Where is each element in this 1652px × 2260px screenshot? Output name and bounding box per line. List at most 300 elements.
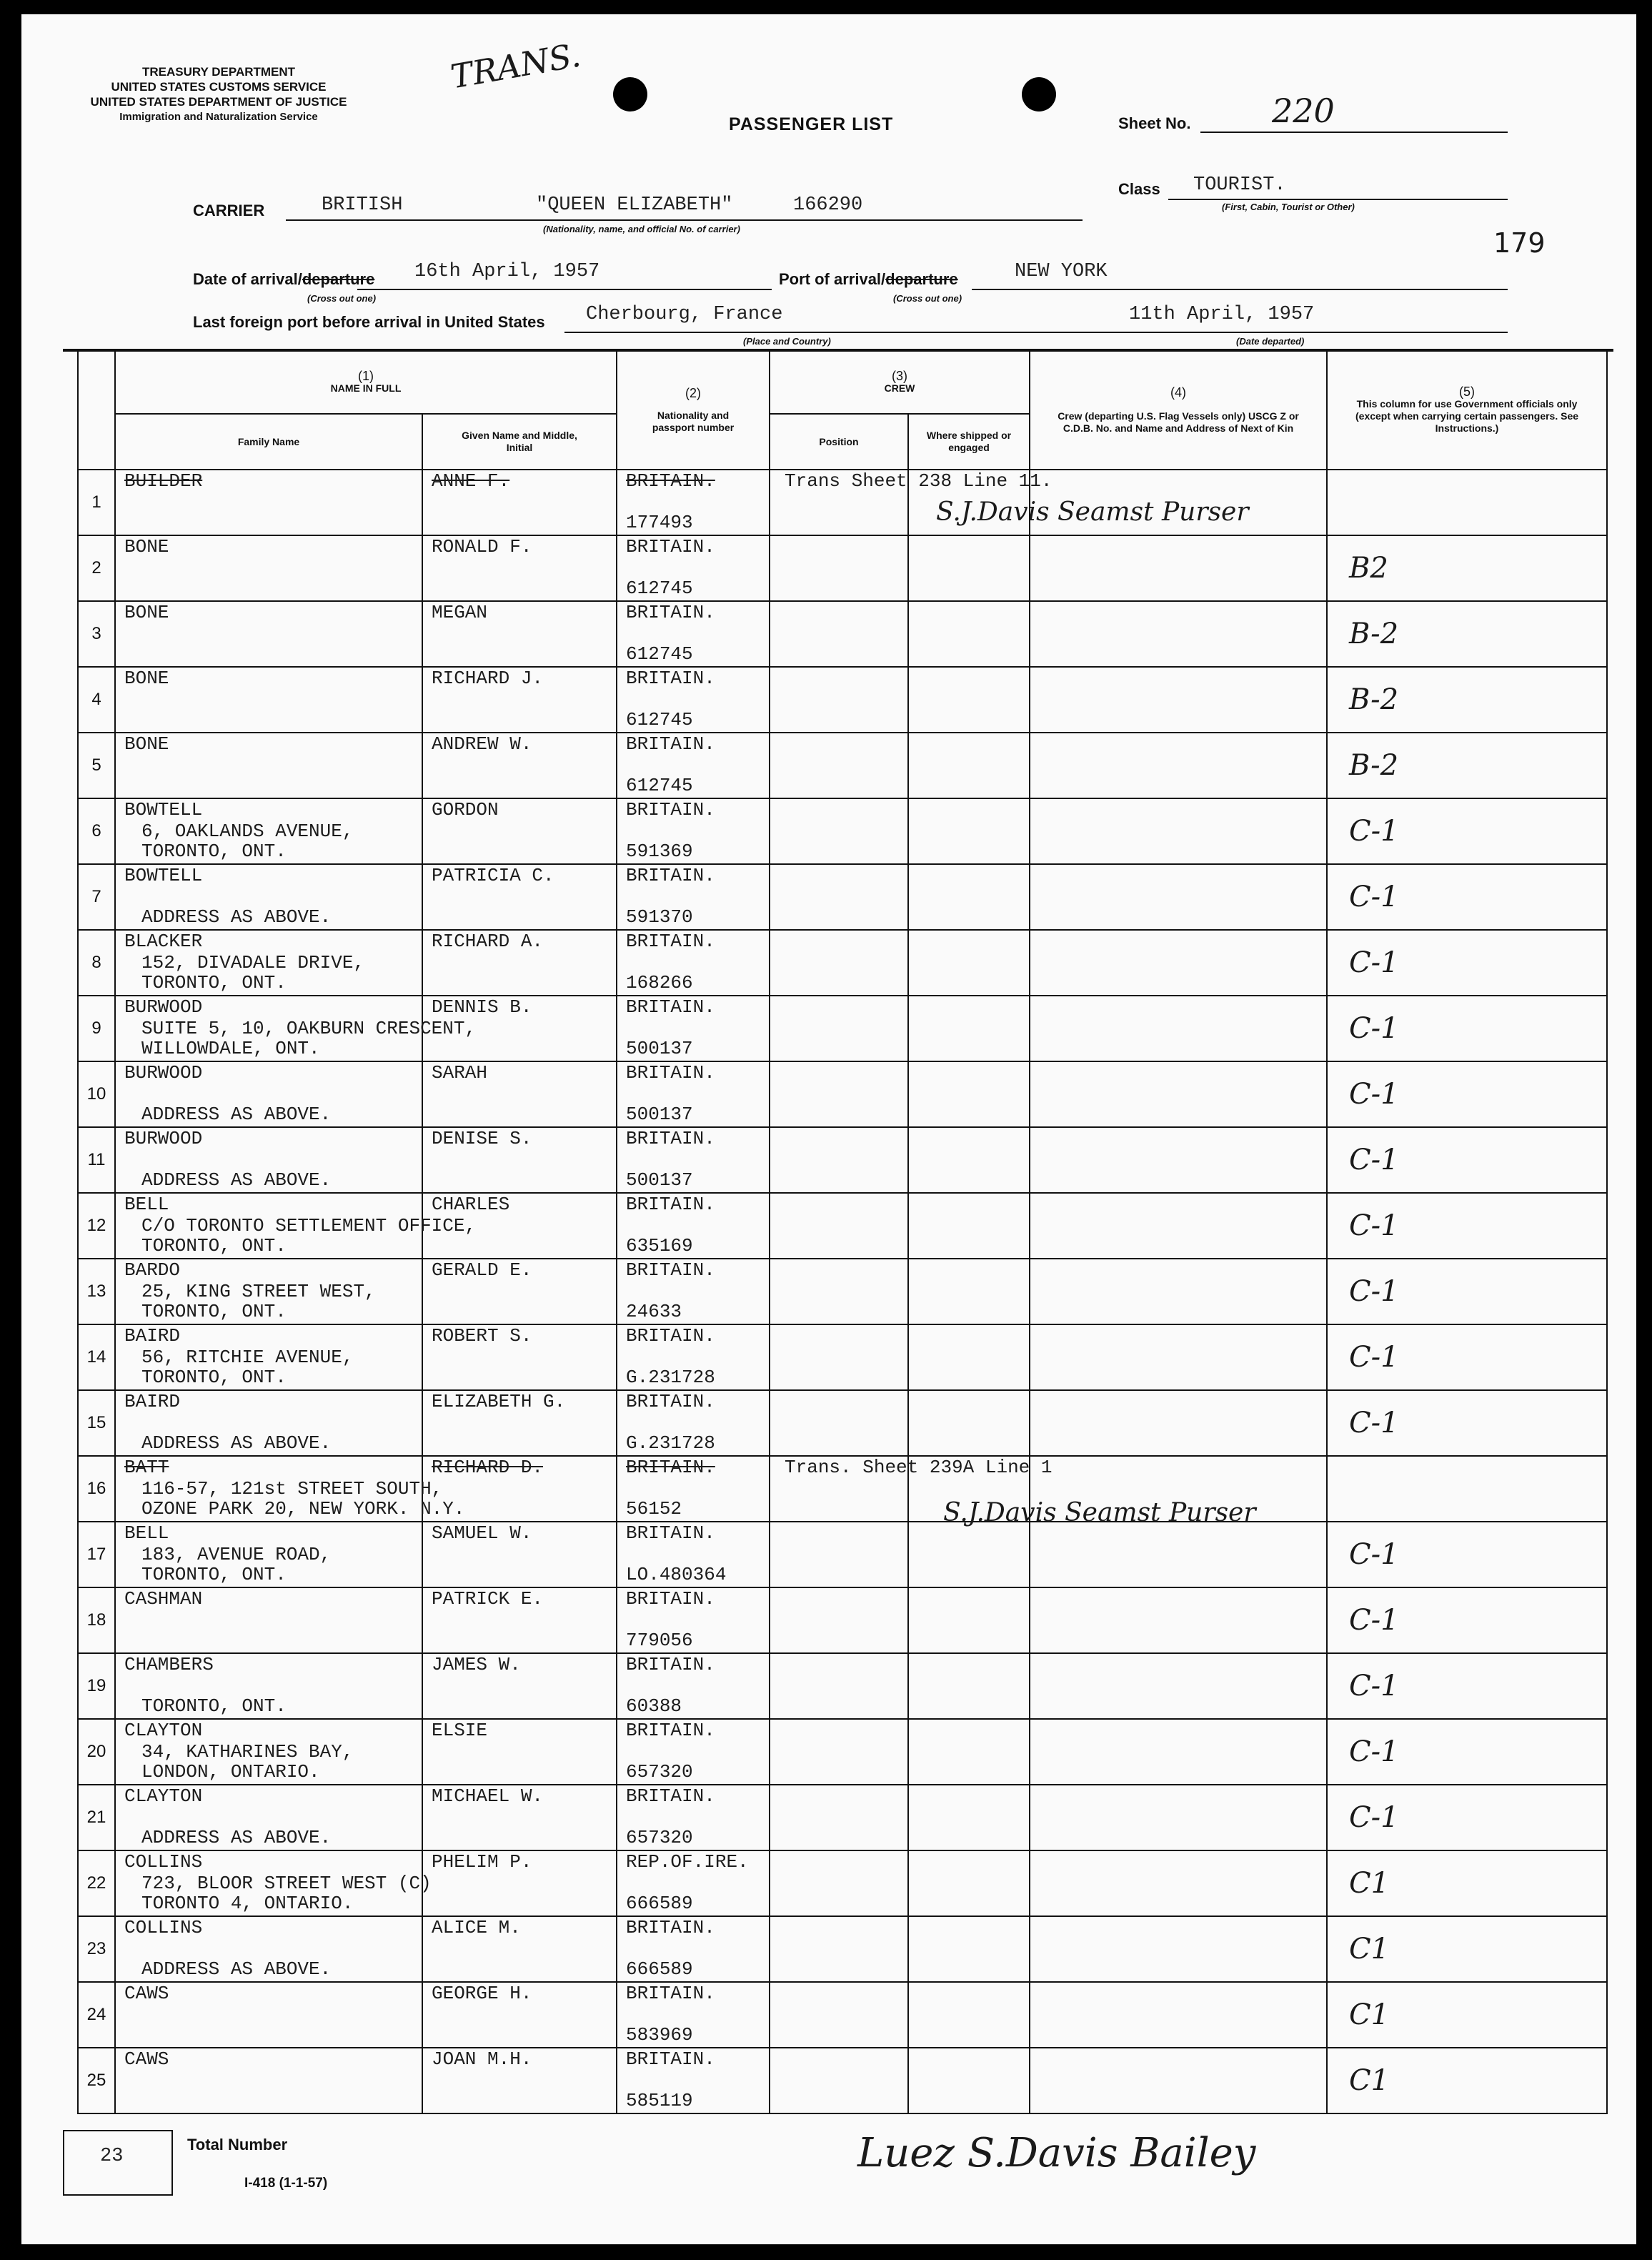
family-name: BONE — [124, 733, 169, 755]
nationality-cell — [617, 667, 770, 733]
row-number: 23 — [78, 1916, 115, 1982]
nationality: BRITAIN. — [626, 931, 715, 952]
shipped-cell — [908, 2048, 1030, 2113]
shipped-cell — [908, 733, 1030, 798]
given-name-cell — [422, 733, 617, 798]
given-name: SARAH — [432, 1062, 488, 1084]
position-cell — [770, 1982, 908, 2048]
government-cell — [1327, 1127, 1607, 1193]
given-name: RICHARD D. — [432, 1457, 544, 1478]
family-name-cell — [115, 1324, 422, 1390]
official-mark: C-1 — [1349, 1078, 1399, 1111]
family-name-cell — [115, 470, 422, 535]
passenger-list-page — [21, 14, 1636, 2244]
government-cell — [1327, 667, 1607, 733]
government-cell — [1327, 1324, 1607, 1390]
nationality-cell — [617, 1522, 770, 1587]
shipped-cell — [908, 1587, 1030, 1653]
official-mark: B-2 — [1349, 618, 1399, 650]
family-name-cell — [115, 930, 422, 996]
nationality: BRITAIN. — [626, 799, 715, 821]
nationality-cell — [617, 601, 770, 667]
government-cell — [1327, 535, 1607, 601]
nationality: BRITAIN. — [626, 733, 715, 755]
table-row — [78, 601, 1607, 667]
arrival-label — [193, 270, 374, 289]
port-struck: departure — [885, 270, 958, 288]
nationality: BRITAIN. — [626, 996, 715, 1018]
government-cell — [1327, 733, 1607, 798]
given-name-cell — [422, 535, 617, 601]
row-number: 6 — [78, 798, 115, 864]
total-number-value: 23 — [100, 2146, 124, 2167]
carrier-nationality: BRITISH — [322, 194, 403, 216]
nationality-cell — [617, 1061, 770, 1127]
row-number: 9 — [78, 996, 115, 1061]
header-col5-num: (5) — [1459, 385, 1476, 399]
nationality: BRITAIN. — [626, 602, 715, 623]
nationality: BRITAIN. — [626, 1194, 715, 1215]
position-cell — [770, 1916, 908, 1982]
sheet-number: 220 — [1272, 91, 1335, 130]
passport-number: 168266 — [626, 972, 693, 993]
given-name: PATRICIA C. — [432, 865, 554, 886]
given-name-cell — [422, 996, 617, 1061]
position-cell — [770, 1785, 908, 1850]
address-line-2: WILLOWDALE, ONT. — [141, 1038, 320, 1059]
header-given-name: Given Name and Middle, Initial — [422, 414, 617, 470]
nationality-cell — [617, 733, 770, 798]
government-cell — [1327, 1061, 1607, 1127]
row-number: 8 — [78, 930, 115, 996]
nationality-cell — [617, 2048, 770, 2113]
government-cell — [1327, 1653, 1607, 1719]
port-label-text: Port of arrival/ — [779, 270, 886, 288]
header-col2-num: (2) — [685, 385, 702, 400]
given-name-cell — [422, 864, 617, 930]
row16-signature: S.J.Davis Seamst Purser — [943, 1498, 1256, 1527]
row-number: 11 — [78, 1127, 115, 1193]
carrier-underline — [286, 219, 1083, 221]
shipped-cell — [908, 864, 1030, 930]
address-line-1: 116-57, 121st STREET SOUTH, — [141, 1478, 443, 1500]
port-label — [779, 270, 958, 289]
header-col3-num: (3) — [892, 369, 908, 383]
address-line-2: ADDRESS AS ABOVE. — [141, 906, 332, 928]
family-name-cell — [115, 535, 422, 601]
row-number: 20 — [78, 1719, 115, 1785]
shipped-cell — [908, 1522, 1030, 1587]
shipped-cell — [908, 1259, 1030, 1324]
shipped-cell — [908, 1719, 1030, 1785]
next-of-kin-cell — [1030, 1653, 1327, 1719]
nationality-cell — [617, 930, 770, 996]
arrival-underline — [357, 289, 772, 290]
given-name-cell — [422, 1127, 617, 1193]
trans-stamp: TRANS. — [447, 35, 584, 96]
given-name-cell — [422, 1916, 617, 1982]
table-row — [78, 535, 1607, 601]
address-line-2: ADDRESS AS ABOVE. — [141, 1958, 332, 1980]
passport-number: LO.480364 — [626, 1564, 727, 1585]
row1-signature: S.J.Davis Seamst Purser — [936, 497, 1249, 527]
address-line-2: TORONTO, ONT. — [141, 1695, 287, 1717]
position-cell — [770, 1522, 908, 1587]
arrival-label-text: Date of arrival/ — [193, 270, 302, 288]
class-value: TOURIST. — [1193, 174, 1286, 196]
family-name: CLAYTON — [124, 1785, 203, 1807]
family-name-cell — [115, 1653, 422, 1719]
table-row — [78, 798, 1607, 864]
given-name: ELSIE — [432, 1720, 488, 1741]
next-of-kin-cell — [1030, 1324, 1327, 1390]
given-name: GORDON — [432, 799, 499, 821]
next-of-kin-cell — [1030, 1719, 1327, 1785]
address-line-1: 6, OAKLANDS AVENUE, — [141, 821, 354, 842]
position-cell — [770, 2048, 908, 2113]
agency-line: UNITED STATES CUSTOMS SERVICE — [111, 80, 327, 94]
government-cell — [1327, 470, 1607, 535]
header-col5-title: This column for use Government officials only (except when carrying certain passengers. See Instructions.) — [1355, 398, 1579, 434]
family-name: COLLINS — [124, 1851, 203, 1873]
nationality-cell — [617, 798, 770, 864]
row-number: 5 — [78, 733, 115, 798]
government-cell — [1327, 798, 1607, 864]
address-line-2: LONDON, ONTARIO. — [141, 1761, 320, 1783]
nationality: BRITAIN. — [626, 1457, 715, 1478]
punch-hole — [1022, 77, 1056, 111]
row-number: 22 — [78, 1850, 115, 1916]
address-line-2: TORONTO, ONT. — [141, 972, 287, 993]
government-cell — [1327, 930, 1607, 996]
shipped-cell — [908, 601, 1030, 667]
shipped-cell — [908, 930, 1030, 996]
address-line-2: ADDRESS AS ABOVE. — [141, 1432, 332, 1454]
next-of-kin-cell — [1030, 1850, 1327, 1916]
row-number: 3 — [78, 601, 115, 667]
nationality-cell — [617, 1916, 770, 1982]
row-number: 2 — [78, 535, 115, 601]
row-number: 13 — [78, 1259, 115, 1324]
position-cell — [770, 1061, 908, 1127]
given-name: ANDREW W. — [432, 733, 532, 755]
agency-line: UNITED STATES DEPARTMENT OF JUSTICE — [90, 95, 347, 109]
family-name: BURWOOD — [124, 1128, 203, 1149]
nationality-cell — [617, 1193, 770, 1259]
passport-number: 591369 — [626, 841, 693, 862]
table-row — [78, 733, 1607, 798]
passport-number: 24633 — [626, 1301, 682, 1322]
passport-number: 612745 — [626, 643, 693, 665]
next-of-kin-cell — [1030, 798, 1327, 864]
form-title: PASSENGER LIST — [729, 114, 894, 134]
last-port-value: Cherbourg, France — [586, 304, 783, 325]
last-port-label: Last foreign port before arrival in United States — [193, 313, 545, 331]
family-name: BELL — [124, 1194, 169, 1215]
header-family-name: Family Name — [115, 414, 422, 470]
last-port-underline — [564, 332, 1508, 333]
given-name: RONALD F. — [432, 536, 532, 557]
given-name-cell — [422, 1982, 617, 2048]
given-name-cell — [422, 470, 617, 535]
government-cell — [1327, 1587, 1607, 1653]
family-name-cell — [115, 798, 422, 864]
given-name-cell — [422, 1587, 617, 1653]
nationality-cell — [617, 1324, 770, 1390]
table-row — [78, 1259, 1607, 1324]
given-name: RICHARD A. — [432, 931, 544, 952]
address-line-1: C/O TORONTO SETTLEMENT OFFICE, — [141, 1215, 477, 1236]
row-number: 10 — [78, 1061, 115, 1127]
nationality: BRITAIN. — [626, 1720, 715, 1741]
shipped-cell — [908, 667, 1030, 733]
passport-number: 500137 — [626, 1104, 693, 1125]
family-name-cell — [115, 1850, 432, 1916]
official-mark: C-1 — [1349, 1209, 1399, 1242]
government-cell — [1327, 1522, 1607, 1587]
given-name-cell — [422, 930, 617, 996]
given-name: JAMES W. — [432, 1654, 521, 1675]
government-cell — [1327, 601, 1607, 667]
shipped-cell — [908, 1982, 1030, 2048]
table-row — [78, 996, 1607, 1061]
arrival-note: (Cross out one) — [307, 293, 377, 304]
nationality-cell — [617, 1982, 770, 2048]
nationality-cell — [617, 1390, 770, 1456]
family-name: BONE — [124, 536, 169, 557]
punch-hole — [613, 77, 647, 111]
position-cell — [770, 733, 908, 798]
given-name: RICHARD J. — [432, 668, 544, 689]
port-value: NEW YORK — [1015, 261, 1108, 282]
official-mark: C1 — [1349, 1867, 1390, 1900]
row-number: 16 — [78, 1456, 115, 1522]
next-of-kin-cell — [1030, 1522, 1327, 1587]
passport-number: 612745 — [626, 709, 693, 730]
shipped-cell — [908, 535, 1030, 601]
last-port-note: (Place and Country) — [743, 336, 831, 347]
nationality: BRITAIN. — [626, 668, 715, 689]
header-col1-title: NAME IN FULL — [330, 382, 402, 394]
table-row — [78, 1587, 1607, 1653]
row-number: 7 — [78, 864, 115, 930]
next-of-kin-cell — [1030, 535, 1327, 601]
family-name: BURWOOD — [124, 996, 203, 1018]
official-mark: C-1 — [1349, 1735, 1399, 1768]
transfer-remark: Trans. Sheet 239A Line 1 — [785, 1457, 1053, 1478]
next-of-kin-cell — [1030, 1982, 1327, 2048]
given-name: DENNIS B. — [432, 996, 532, 1018]
next-of-kin-cell — [1030, 1785, 1327, 1850]
header-col2-title: Nationality and passport number — [652, 409, 735, 433]
row-number: 17 — [78, 1522, 115, 1587]
position-cell — [770, 470, 1053, 535]
given-name: GERALD E. — [432, 1259, 532, 1281]
position-cell — [770, 996, 908, 1061]
address-line-2: TORONTO, ONT. — [141, 1564, 287, 1585]
government-cell — [1327, 864, 1607, 930]
family-name-cell — [115, 1785, 422, 1850]
nationality-cell — [617, 470, 770, 535]
table-row — [78, 1785, 1607, 1850]
next-of-kin-cell — [1030, 1259, 1327, 1324]
passport-number: 585119 — [626, 2090, 693, 2111]
agency-header — [90, 64, 347, 124]
next-of-kin-cell — [1030, 1916, 1327, 1982]
official-mark: C-1 — [1349, 1670, 1399, 1703]
given-name-cell — [422, 1324, 617, 1390]
shipped-cell — [908, 1390, 1030, 1456]
shipped-cell — [908, 1324, 1030, 1390]
official-mark: C-1 — [1349, 1341, 1399, 1374]
nationality: BRITAIN. — [626, 470, 715, 492]
next-of-kin-cell — [1030, 1587, 1327, 1653]
nationality-cell — [617, 1719, 770, 1785]
family-name: BOWTELL — [124, 865, 203, 886]
position-cell — [770, 1127, 908, 1193]
header-nationality — [617, 351, 770, 470]
passport-number: 177493 — [626, 512, 693, 533]
carrier-label: CARRIER — [193, 202, 265, 219]
position-cell — [770, 798, 908, 864]
passport-number: 779056 — [626, 1630, 693, 1651]
family-name: BONE — [124, 668, 169, 689]
address-line-1: SUITE 5, 10, OAKBURN CRESCENT, — [141, 1018, 477, 1039]
given-name-cell — [422, 1522, 617, 1587]
table-row — [78, 1390, 1607, 1456]
row-number: 15 — [78, 1390, 115, 1456]
family-name-cell — [115, 733, 422, 798]
nationality: BRITAIN. — [626, 2048, 715, 2070]
carrier-number: 166290 — [793, 194, 863, 216]
given-name: JOAN M.H. — [432, 2048, 532, 2070]
government-cell — [1327, 1850, 1607, 1916]
arrival-struck: departure — [302, 270, 375, 288]
given-name-cell — [422, 667, 617, 733]
header-col3-title: CREW — [884, 382, 915, 394]
family-name: BOWTELL — [124, 799, 203, 821]
table-row — [78, 470, 1607, 535]
official-mark: C-1 — [1349, 1407, 1399, 1439]
passport-number: 60388 — [626, 1695, 682, 1717]
official-mark: C-1 — [1349, 881, 1399, 913]
given-name-cell — [422, 1719, 617, 1785]
shipped-cell — [908, 1061, 1030, 1127]
nationality: BRITAIN. — [626, 1062, 715, 1084]
carrier-note: (Nationality, name, and official No. of carrier) — [543, 224, 740, 234]
table-row — [78, 2048, 1607, 2113]
nationality-cell — [617, 535, 770, 601]
position-cell — [770, 1390, 908, 1456]
family-name: BAIRD — [124, 1391, 181, 1412]
family-name: BONE — [124, 602, 169, 623]
table-row — [78, 1193, 1607, 1259]
next-of-kin-cell — [1030, 930, 1327, 996]
address-line-2: TORONTO, ONT. — [141, 1367, 287, 1388]
header-crew — [770, 351, 1030, 414]
given-name-cell — [422, 1061, 617, 1127]
row-number: 19 — [78, 1653, 115, 1719]
address-line-1: 152, DIVADALE DRIVE, — [141, 952, 365, 973]
nationality-cell — [617, 1587, 770, 1653]
position-cell — [770, 930, 908, 996]
nationality-cell — [617, 1127, 770, 1193]
passport-number: 657320 — [626, 1827, 693, 1848]
given-name: DENISE S. — [432, 1128, 532, 1149]
header-col4-title: Crew (departing U.S. Flag Vessels only) USCG Z or C.D.B. No. and Name and Address of Next of Kin — [1058, 410, 1299, 434]
family-name-cell — [115, 667, 422, 733]
passenger-table — [77, 350, 1608, 2114]
class-label: Class — [1118, 180, 1160, 198]
nationality-cell — [617, 1259, 770, 1324]
position-cell — [770, 1456, 1053, 1522]
address-line-2: TORONTO, ONT. — [141, 841, 287, 862]
official-mark: C-1 — [1349, 1538, 1399, 1571]
official-mark: C1 — [1349, 1933, 1390, 1966]
shipped-cell — [908, 1653, 1030, 1719]
passport-number: 657320 — [626, 1761, 693, 1783]
table-row — [78, 1653, 1607, 1719]
sheet-underline — [1200, 132, 1508, 133]
nationality: BRITAIN. — [626, 1654, 715, 1675]
shipped-cell — [908, 1850, 1030, 1916]
family-name: CASHMAN — [124, 1588, 203, 1610]
address-line-1: 34, KATHARINES BAY, — [141, 1741, 354, 1763]
address-line-1: 56, RITCHIE AVENUE, — [141, 1347, 354, 1368]
header-where-shipped: Where shipped or engaged — [908, 414, 1030, 470]
family-name: BUILDER — [124, 470, 203, 492]
family-name: CHAMBERS — [124, 1654, 214, 1675]
given-name: PATRICK E. — [432, 1588, 544, 1610]
sheet-label: Sheet No. — [1118, 114, 1191, 132]
family-name: BATT — [124, 1457, 169, 1478]
page-number: 179 — [1493, 227, 1546, 259]
address-line-1: 183, AVENUE ROAD, — [141, 1544, 332, 1565]
shipped-cell — [908, 1916, 1030, 1982]
passport-number: 56152 — [626, 1498, 682, 1520]
official-mark: C-1 — [1349, 1144, 1399, 1176]
next-of-kin-cell — [1030, 1061, 1327, 1127]
row-number: 18 — [78, 1587, 115, 1653]
given-name-cell — [422, 1785, 617, 1850]
given-name: ANNE F. — [432, 470, 510, 492]
next-of-kin-cell — [1030, 1390, 1327, 1456]
official-mark: C-1 — [1349, 815, 1399, 848]
row-number: 4 — [78, 667, 115, 733]
next-of-kin-cell — [1030, 864, 1327, 930]
agency-line: Immigration and Naturalization Service — [119, 111, 318, 123]
header-col4-num: (4) — [1170, 385, 1187, 400]
address-line-2: TORONTO, ONT. — [141, 1301, 287, 1322]
nationality-cell — [617, 1456, 770, 1522]
family-name: BARDO — [124, 1259, 181, 1281]
official-mark: C-1 — [1349, 1604, 1399, 1637]
passport-number: 666589 — [626, 1893, 693, 1914]
family-name-cell — [115, 1982, 422, 2048]
address-line-2: ADDRESS AS ABOVE. — [141, 1104, 332, 1125]
table-row — [78, 1456, 1607, 1522]
table-row — [78, 1850, 1607, 1916]
class-underline — [1168, 199, 1508, 200]
table-row — [78, 1916, 1607, 1982]
government-cell — [1327, 2048, 1607, 2113]
table-row — [78, 1982, 1607, 2048]
passport-number: 500137 — [626, 1038, 693, 1059]
header-col1-num: (1) — [358, 369, 374, 383]
address-line-1: 25, KING STREET WEST, — [141, 1281, 376, 1302]
government-cell — [1327, 1719, 1607, 1785]
position-cell — [770, 667, 908, 733]
